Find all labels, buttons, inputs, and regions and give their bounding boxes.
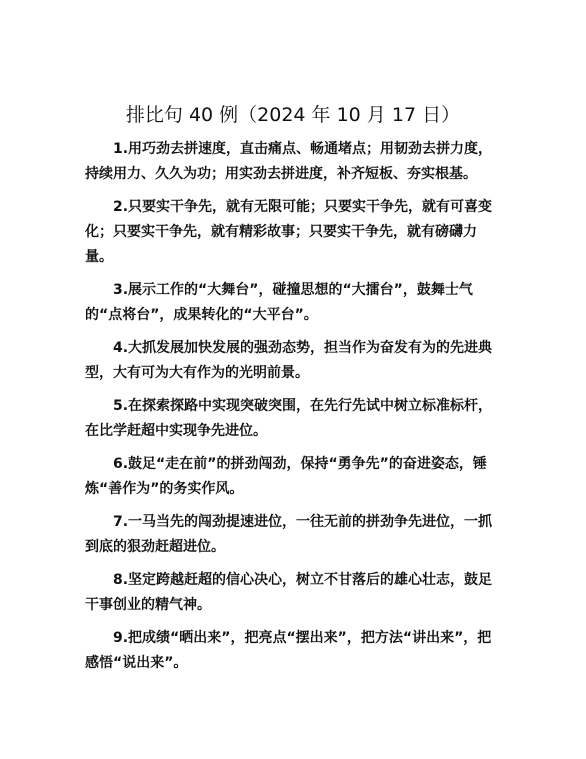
sentence-item-8: 8.坚定跨越赶超的信心决心，树立不甘落后的雄心壮志，鼓足干事创业的精气神。 <box>85 572 493 613</box>
sentence-item-9: 9.把成绩“晒出来”，把亮点“摆出来”，把方法“讲出来”，把感悟“说出来”。 <box>85 630 492 671</box>
sentence-item-3: 3.展示工作的“大舞台”，碰撞思想的“大擂台”，鼓舞士气的“点将台”，成果转化的“大平台”。 <box>85 282 473 323</box>
sentence-item-5: 5.在探索探路中实现突破突围，在先行先试中树立标准标杆，在比学赶超中实现争先进位。 <box>85 398 493 439</box>
sentence-item-6: 6.鼓足“走在前”的拼劲闯劲，保持“勇争先”的奋进姿态，锤炼“善作为”的务实作风。 <box>85 456 487 497</box>
sentence-item-7: 7.一马当先的闯劲提速进位，一往无前的拼劲争先进位，一抓到底的狠劲赶超进位。 <box>85 514 493 555</box>
sentence-list <box>85 137 501 684</box>
document-title: 排比句 40 例（2024 年 10 月 17 日） <box>125 104 461 126</box>
sentence-item-4: 4.大抓发展加快发展的强劲态势，担当作为奋发有为的先进典型，大有可为大有作为的光明前景。 <box>85 340 493 381</box>
sentence-item-2: 2.只要实干争先，就有无限可能；只要实干争先，就有可喜变化；只要实干争先，就有精彩故事；只要实干争先，就有磅礴力量。 <box>85 199 493 265</box>
sentence-item-1: 1.用巧劲去拼速度，直击痛点、畅通堵点；用韧劲去拼力度，持续用力、久久为功；用实劲去拼进度，补齐短板、夯实根基。 <box>85 141 493 182</box>
